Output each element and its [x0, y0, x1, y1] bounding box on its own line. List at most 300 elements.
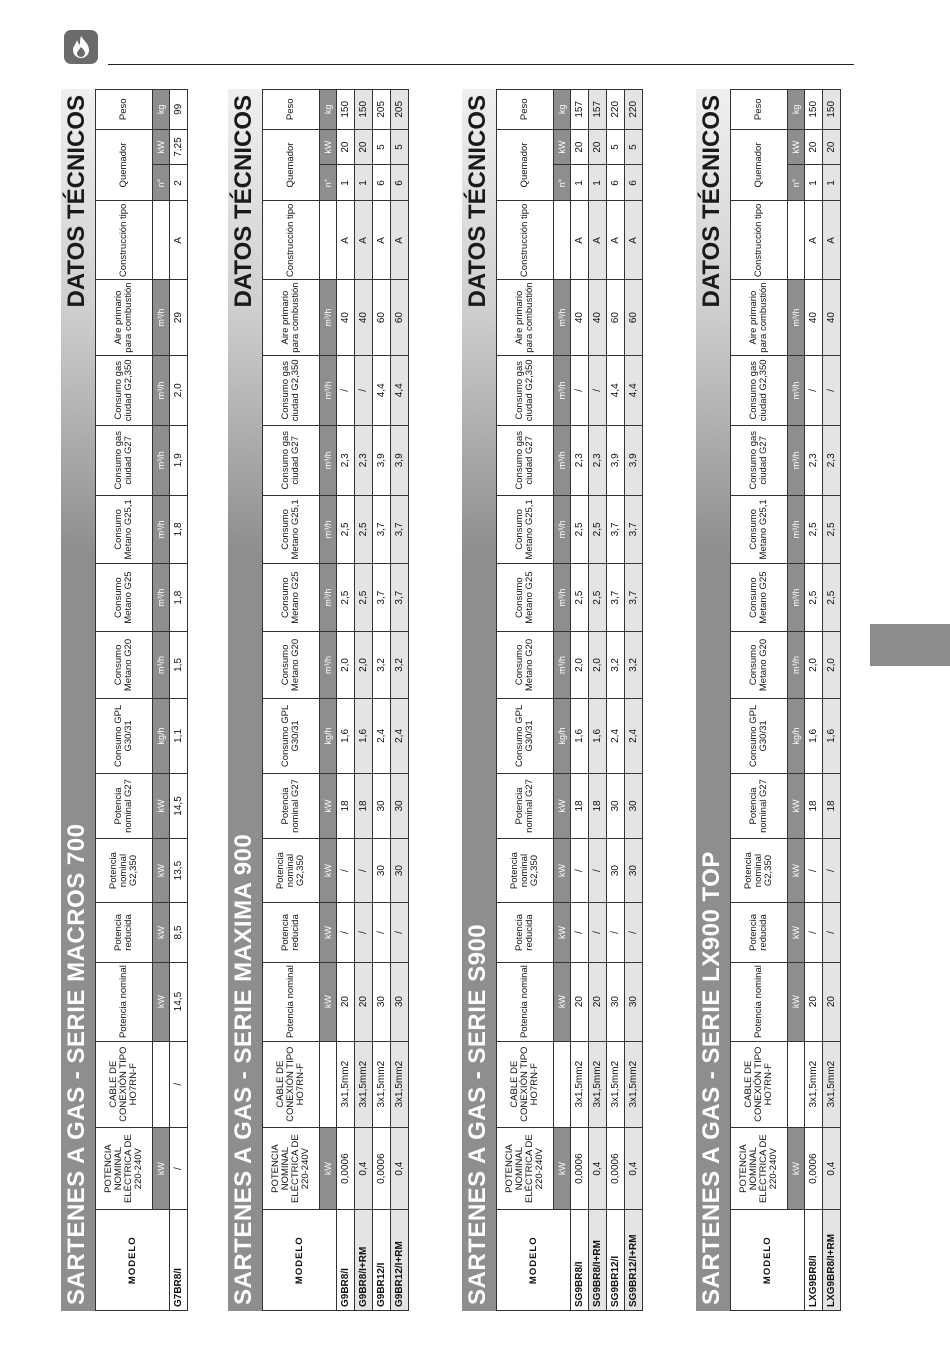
header-g20: Consumo Metano G20	[96, 632, 153, 698]
unit-cell-empty	[153, 1041, 170, 1127]
unit-cell-empty	[320, 201, 337, 280]
table-cell: 3x1,5mm2	[337, 1041, 355, 1127]
unit-cell: n°	[554, 165, 571, 201]
table-cell: /	[805, 355, 823, 425]
table-cell: 2,0	[589, 632, 607, 698]
header-gpl: Consumo GPL G30/31	[96, 698, 153, 773]
header-gc27: Consumo gas ciudad G27	[497, 425, 554, 495]
model-name: G9BR8/I+RM	[355, 1210, 373, 1311]
table-cell: 20	[805, 962, 823, 1041]
table-cell: 3x1,5mm2	[391, 1041, 409, 1127]
table-cell: 3,7	[373, 495, 391, 563]
unit-cell: m³/h	[554, 632, 571, 698]
table-cell: 20	[355, 129, 373, 165]
header-aire: Aire primario para combustión	[731, 280, 788, 355]
table-cell: 1,6	[589, 698, 607, 773]
header-pot_red: Potencia reducida	[731, 903, 788, 962]
table-cell: 18	[805, 774, 823, 839]
table-cell: /	[823, 903, 841, 962]
section-1	[228, 89, 403, 1311]
unit-cell: m³/h	[788, 280, 805, 355]
header-constr: Construcción tipo	[263, 201, 320, 280]
table-cell: 3x1,5mm2	[571, 1041, 589, 1127]
header-quemador: Quemador	[96, 129, 153, 201]
model-name: LXG9BR8/I+RM	[823, 1210, 841, 1311]
header-cable: CABLE DE CONEXIÓN TIPO HO7RN-F	[731, 1041, 788, 1127]
header-pot_red: Potencia reducida	[497, 903, 554, 962]
table-cell: /	[823, 355, 841, 425]
table-cell: 30	[373, 774, 391, 839]
header-pot_elec: POTENCIA NOMINAL ELÉCTRICA DE 220-240V	[96, 1127, 153, 1210]
brand-logo	[64, 30, 98, 64]
table-cell: 205	[373, 90, 391, 130]
header-gc2350: Consumo gas ciudad G2,350	[731, 355, 788, 425]
table-cell: 60	[373, 280, 391, 355]
table-cell: 3,2	[607, 632, 625, 698]
table-cell: 5	[625, 129, 643, 165]
table-cell: 30	[391, 962, 409, 1041]
unit-cell: kW	[554, 903, 571, 962]
header-peso: Peso	[497, 90, 554, 130]
table-cell: 0,0006	[607, 1127, 625, 1210]
unit-cell: m³/h	[320, 564, 337, 632]
table-cell: 2,4	[625, 698, 643, 773]
unit-cell: n°	[320, 165, 337, 201]
table-row	[823, 90, 841, 1311]
table-cell: 0,4	[355, 1127, 373, 1210]
header-pot_g2350: Potencia nominal G2,350	[497, 838, 554, 903]
table-cell: 157	[571, 90, 589, 130]
spec-table	[95, 89, 188, 1311]
header-gc27: Consumo gas ciudad G27	[96, 425, 153, 495]
table-cell: 20	[589, 129, 607, 165]
table-cell: 30	[607, 774, 625, 839]
model-name: LXG9BR8/I	[805, 1210, 823, 1311]
unit-cell: kg/h	[554, 698, 571, 773]
unit-cell: kW	[153, 903, 170, 962]
unit-cell: m³/h	[554, 280, 571, 355]
section-banner	[228, 89, 262, 1311]
table-cell: 20	[805, 129, 823, 165]
chapter-tab	[870, 624, 950, 666]
table-cell: 20	[823, 129, 841, 165]
unit-cell: kW	[554, 774, 571, 839]
table-cell: 30	[625, 774, 643, 839]
unit-cell: n°	[788, 165, 805, 201]
header-rule	[108, 64, 854, 65]
flame-icon	[71, 35, 91, 59]
table-cell: 150	[355, 90, 373, 130]
table-cell: 2,5	[337, 495, 355, 563]
table-cell: 6	[391, 165, 409, 201]
header-pot_g27: Potencia nominal G27	[731, 774, 788, 839]
table-cell: 0,0006	[805, 1127, 823, 1210]
table-cell: 1,8	[170, 564, 188, 632]
table-row	[337, 90, 355, 1311]
model-name: G7BR8/I	[170, 1210, 188, 1311]
table-cell: /	[355, 355, 373, 425]
section-banner	[696, 89, 730, 1311]
table-cell: 40	[805, 280, 823, 355]
table-cell: 3,9	[391, 425, 409, 495]
table-cell: 2,5	[571, 564, 589, 632]
header-aire: Aire primario para combustión	[497, 280, 554, 355]
header-constr: Construcción tipo	[731, 201, 788, 280]
table-cell: 150	[823, 90, 841, 130]
unit-cell: kW	[320, 1127, 337, 1210]
table-cell: 4,4	[391, 355, 409, 425]
section-banner	[462, 89, 496, 1311]
table-cell: A	[391, 201, 409, 280]
section-0	[61, 89, 185, 1311]
section-title: SARTENES A GAS - SERIE LX900 TOP	[698, 851, 725, 1305]
table-cell: 3x1,5mm2	[355, 1041, 373, 1127]
table-cell: 2,5	[355, 564, 373, 632]
unit-cell: m³/h	[320, 495, 337, 563]
header-g25: Consumo Metano G25	[263, 564, 320, 632]
table-cell: 18	[355, 774, 373, 839]
unit-cell: kW	[320, 129, 337, 165]
header-pot_g2350: Potencia nominal G2,350	[96, 838, 153, 903]
table-cell: 1,6	[823, 698, 841, 773]
table-cell: 1	[571, 165, 589, 201]
header-peso: Peso	[263, 90, 320, 130]
table-cell: 3,9	[607, 425, 625, 495]
table-cell: 1	[805, 165, 823, 201]
unit-cell: kW	[153, 129, 170, 165]
table-cell: 20	[571, 962, 589, 1041]
unit-cell: m³/h	[153, 564, 170, 632]
table-cell: /	[823, 838, 841, 903]
unit-cell-empty	[788, 201, 805, 280]
table-row	[373, 90, 391, 1311]
model-name: G9BR12/I	[373, 1210, 391, 1311]
table-cell: 30	[373, 962, 391, 1041]
unit-cell-empty	[554, 201, 571, 280]
header-aire: Aire primario para combustión	[263, 280, 320, 355]
header-g251: Consumo Metano G25,1	[263, 495, 320, 563]
unit-cell: kW	[320, 962, 337, 1041]
table-cell: 2,5	[823, 564, 841, 632]
table-cell: 5	[373, 129, 391, 165]
header-pot_nom: Potencia nominal	[731, 962, 788, 1041]
table-cell: 2	[170, 165, 188, 201]
table-cell: 2,5	[805, 564, 823, 632]
table-cell: 40	[823, 280, 841, 355]
table-cell: 1,6	[355, 698, 373, 773]
table-cell: 20	[355, 962, 373, 1041]
unit-cell: m³/h	[788, 632, 805, 698]
header-pot_nom: Potencia nominal	[96, 962, 153, 1041]
unit-cell: kW	[554, 838, 571, 903]
unit-cell-empty	[554, 1041, 571, 1127]
table-cell: 20	[823, 962, 841, 1041]
table-cell: 1,8	[170, 495, 188, 563]
header-quemador: Quemador	[731, 129, 788, 201]
header-gpl: Consumo GPL G30/31	[497, 698, 554, 773]
header-gpl: Consumo GPL G30/31	[731, 698, 788, 773]
table-cell: 4,4	[373, 355, 391, 425]
section-title: SARTENES A GAS - SERIE MAXIMA 900	[230, 833, 257, 1305]
table-cell: 3,2	[373, 632, 391, 698]
table-cell: 20	[589, 962, 607, 1041]
header-quemador: Quemador	[497, 129, 554, 201]
table-cell: 2,5	[337, 564, 355, 632]
table-cell: /	[170, 1041, 188, 1127]
table-cell: 60	[391, 280, 409, 355]
table-cell: 8,5	[170, 903, 188, 962]
table-cell: 40	[337, 280, 355, 355]
header-g251: Consumo Metano G25,1	[497, 495, 554, 563]
unit-cell: kg	[320, 90, 337, 130]
table-cell: 3,7	[391, 495, 409, 563]
table-cell: /	[337, 838, 355, 903]
header-pot_red: Potencia reducida	[96, 903, 153, 962]
unit-cell: kW	[153, 838, 170, 903]
unit-cell: kg/h	[320, 698, 337, 773]
table-cell: 30	[373, 838, 391, 903]
table-cell: A	[355, 201, 373, 280]
table-cell: 13,5	[170, 838, 188, 903]
header-modelo: MODELO	[497, 1210, 571, 1311]
header-gc2350: Consumo gas ciudad G2,350	[96, 355, 153, 425]
unit-cell: m³/h	[554, 564, 571, 632]
unit-cell: kW	[788, 129, 805, 165]
table-cell: A	[823, 201, 841, 280]
table-cell: 1,1	[170, 698, 188, 773]
table-cell: 1,6	[805, 698, 823, 773]
table-cell: A	[625, 201, 643, 280]
model-name: SG9BR12/I	[607, 1210, 625, 1311]
table-cell: /	[337, 355, 355, 425]
header-modelo: MODELO	[96, 1210, 170, 1311]
table-cell: 0,0006	[337, 1127, 355, 1210]
table-cell: /	[337, 903, 355, 962]
section-banner	[61, 89, 95, 1311]
header-cable: CABLE DE CONEXIÓN TIPO HO7RN-F	[497, 1041, 554, 1127]
header-g251: Consumo Metano G25,1	[731, 495, 788, 563]
table-cell: 3,7	[373, 564, 391, 632]
header-aire: Aire primario para combustión	[96, 280, 153, 355]
table-cell: /	[355, 838, 373, 903]
unit-cell: m³/h	[788, 425, 805, 495]
unit-cell: m³/h	[320, 355, 337, 425]
table-cell: /	[589, 838, 607, 903]
table-cell: 6	[625, 165, 643, 201]
datos-tecnicos-label: DATOS TÉCNICOS	[464, 95, 491, 308]
header-constr: Construcción tipo	[96, 201, 153, 280]
table-cell: 14,5	[170, 774, 188, 839]
unit-cell: kg/h	[788, 698, 805, 773]
table-cell: 6	[373, 165, 391, 201]
table-cell: 30	[607, 838, 625, 903]
table-cell: 5	[391, 129, 409, 165]
table-cell: 150	[805, 90, 823, 130]
table-cell: /	[805, 838, 823, 903]
table-cell: 2,0	[170, 355, 188, 425]
unit-cell: kW	[320, 903, 337, 962]
table-cell: 0,4	[625, 1127, 643, 1210]
header-pot_g27: Potencia nominal G27	[263, 774, 320, 839]
datos-tecnicos-label: DATOS TÉCNICOS	[230, 95, 257, 308]
header-gc2350: Consumo gas ciudad G2,350	[263, 355, 320, 425]
table-cell: 3,7	[607, 495, 625, 563]
unit-cell: kW	[320, 838, 337, 903]
table-row	[589, 90, 607, 1311]
table-row	[170, 90, 188, 1311]
header-modelo: MODELO	[263, 1210, 337, 1311]
table-cell: 3,7	[391, 564, 409, 632]
table-cell: 6	[607, 165, 625, 201]
table-cell: /	[589, 355, 607, 425]
table-cell: 60	[625, 280, 643, 355]
unit-cell: kg/h	[153, 698, 170, 773]
table-cell: 18	[337, 774, 355, 839]
table-cell: 3x1,5mm2	[589, 1041, 607, 1127]
unit-cell-empty	[788, 1041, 805, 1127]
header-g20: Consumo Metano G20	[731, 632, 788, 698]
header-pot_g2350: Potencia nominal G2,350	[263, 838, 320, 903]
header-peso: Peso	[96, 90, 153, 130]
header-pot_elec: POTENCIA NOMINAL ELÉCTRICA DE 220-240V	[263, 1127, 320, 1210]
table-cell: 2,3	[823, 425, 841, 495]
table-cell: 205	[391, 90, 409, 130]
table-row	[355, 90, 373, 1311]
model-name: G9BR12/I+RM	[391, 1210, 409, 1311]
header-g251: Consumo Metano G25,1	[96, 495, 153, 563]
table-cell: 3x1,5mm2	[607, 1041, 625, 1127]
table-cell: 2,3	[589, 425, 607, 495]
table-row	[571, 90, 589, 1311]
table-cell: A	[589, 201, 607, 280]
table-cell: 2,3	[355, 425, 373, 495]
table-cell: /	[571, 903, 589, 962]
table-row	[391, 90, 409, 1311]
section-3	[696, 89, 837, 1311]
table-cell: /	[571, 355, 589, 425]
table-cell: A	[373, 201, 391, 280]
header-pot_g27: Potencia nominal G27	[96, 774, 153, 839]
table-cell: 3,7	[625, 564, 643, 632]
unit-cell: n°	[153, 165, 170, 201]
unit-cell: m³/h	[320, 280, 337, 355]
header-g25: Consumo Metano G25	[96, 564, 153, 632]
header-g25: Consumo Metano G25	[497, 564, 554, 632]
header-modelo: MODELO	[731, 1210, 805, 1311]
spec-table	[730, 89, 841, 1311]
unit-cell-empty	[320, 1041, 337, 1127]
table-cell: 2,0	[823, 632, 841, 698]
unit-cell: m³/h	[153, 495, 170, 563]
table-cell: 7,25	[170, 129, 188, 165]
unit-cell: m³/h	[788, 355, 805, 425]
table-cell: /	[355, 903, 373, 962]
table-cell: 3,9	[373, 425, 391, 495]
table-cell: 0,4	[391, 1127, 409, 1210]
unit-cell: m³/h	[153, 355, 170, 425]
unit-cell: kW	[320, 774, 337, 839]
table-cell: /	[805, 903, 823, 962]
header-constr: Construcción tipo	[497, 201, 554, 280]
header-pot_g27: Potencia nominal G27	[497, 774, 554, 839]
table-cell: 2,3	[805, 425, 823, 495]
table-cell: 157	[589, 90, 607, 130]
header-gc27: Consumo gas ciudad G27	[731, 425, 788, 495]
table-cell: 3x1,5mm2	[805, 1041, 823, 1127]
header-g20: Consumo Metano G20	[263, 632, 320, 698]
table-cell: 1,9	[170, 425, 188, 495]
header-cable: CABLE DE CONEXIÓN TIPO HO7RN-F	[263, 1041, 320, 1127]
table-cell: 30	[391, 774, 409, 839]
section-title: SARTENES A GAS - SERIE S900	[464, 923, 491, 1305]
table-cell: 1	[337, 165, 355, 201]
unit-cell: kg	[788, 90, 805, 130]
table-cell: /	[589, 903, 607, 962]
header-g20: Consumo Metano G20	[497, 632, 554, 698]
table-cell: 4,4	[607, 355, 625, 425]
table-cell: 2,5	[355, 495, 373, 563]
table-cell: 18	[589, 774, 607, 839]
spec-table	[496, 89, 643, 1311]
table-cell: 14,5	[170, 962, 188, 1041]
table-cell: 2,4	[391, 698, 409, 773]
unit-cell: m³/h	[320, 632, 337, 698]
unit-cell-empty	[153, 201, 170, 280]
table-cell: 2,5	[589, 495, 607, 563]
unit-cell: kW	[153, 962, 170, 1041]
datos-tecnicos-label: DATOS TÉCNICOS	[63, 95, 90, 308]
table-cell: /	[607, 903, 625, 962]
table-cell: 220	[625, 90, 643, 130]
table-cell: 2,5	[571, 495, 589, 563]
model-name: SG9BR8/I+RM	[589, 1210, 607, 1311]
table-cell: 30	[625, 838, 643, 903]
table-cell: 2,4	[373, 698, 391, 773]
table-cell: 0,0006	[373, 1127, 391, 1210]
header-quemador: Quemador	[263, 129, 320, 201]
header-pot_nom: Potencia nominal	[263, 962, 320, 1041]
unit-cell: m³/h	[554, 355, 571, 425]
table-cell: 0,4	[589, 1127, 607, 1210]
header-pot_elec: POTENCIA NOMINAL ELÉCTRICA DE 220-240V	[731, 1127, 788, 1210]
table-cell: 1	[589, 165, 607, 201]
table-cell: /	[391, 903, 409, 962]
table-cell: 99	[170, 90, 188, 130]
table-cell: 3x1,5mm2	[373, 1041, 391, 1127]
unit-cell: m³/h	[153, 632, 170, 698]
datos-tecnicos-label: DATOS TÉCNICOS	[698, 95, 725, 308]
table-row	[625, 90, 643, 1311]
table-cell: 40	[355, 280, 373, 355]
table-cell: 1,6	[571, 698, 589, 773]
unit-cell: kW	[153, 774, 170, 839]
header-pot_g2350: Potencia nominal G2,350	[731, 838, 788, 903]
unit-cell: kW	[554, 1127, 571, 1210]
table-cell: 30	[625, 962, 643, 1041]
unit-cell: kW	[788, 903, 805, 962]
table-cell: 20	[337, 962, 355, 1041]
table-cell: 150	[337, 90, 355, 130]
model-name: SG9BR12/I+RM	[625, 1210, 643, 1311]
unit-cell: kW	[788, 962, 805, 1041]
table-cell: 2,0	[805, 632, 823, 698]
table-cell: 0,0006	[571, 1127, 589, 1210]
table-cell: 2,0	[337, 632, 355, 698]
header-pot_red: Potencia reducida	[263, 903, 320, 962]
table-cell: /	[170, 1127, 188, 1210]
table-cell: 2,3	[571, 425, 589, 495]
table-cell: /	[373, 903, 391, 962]
